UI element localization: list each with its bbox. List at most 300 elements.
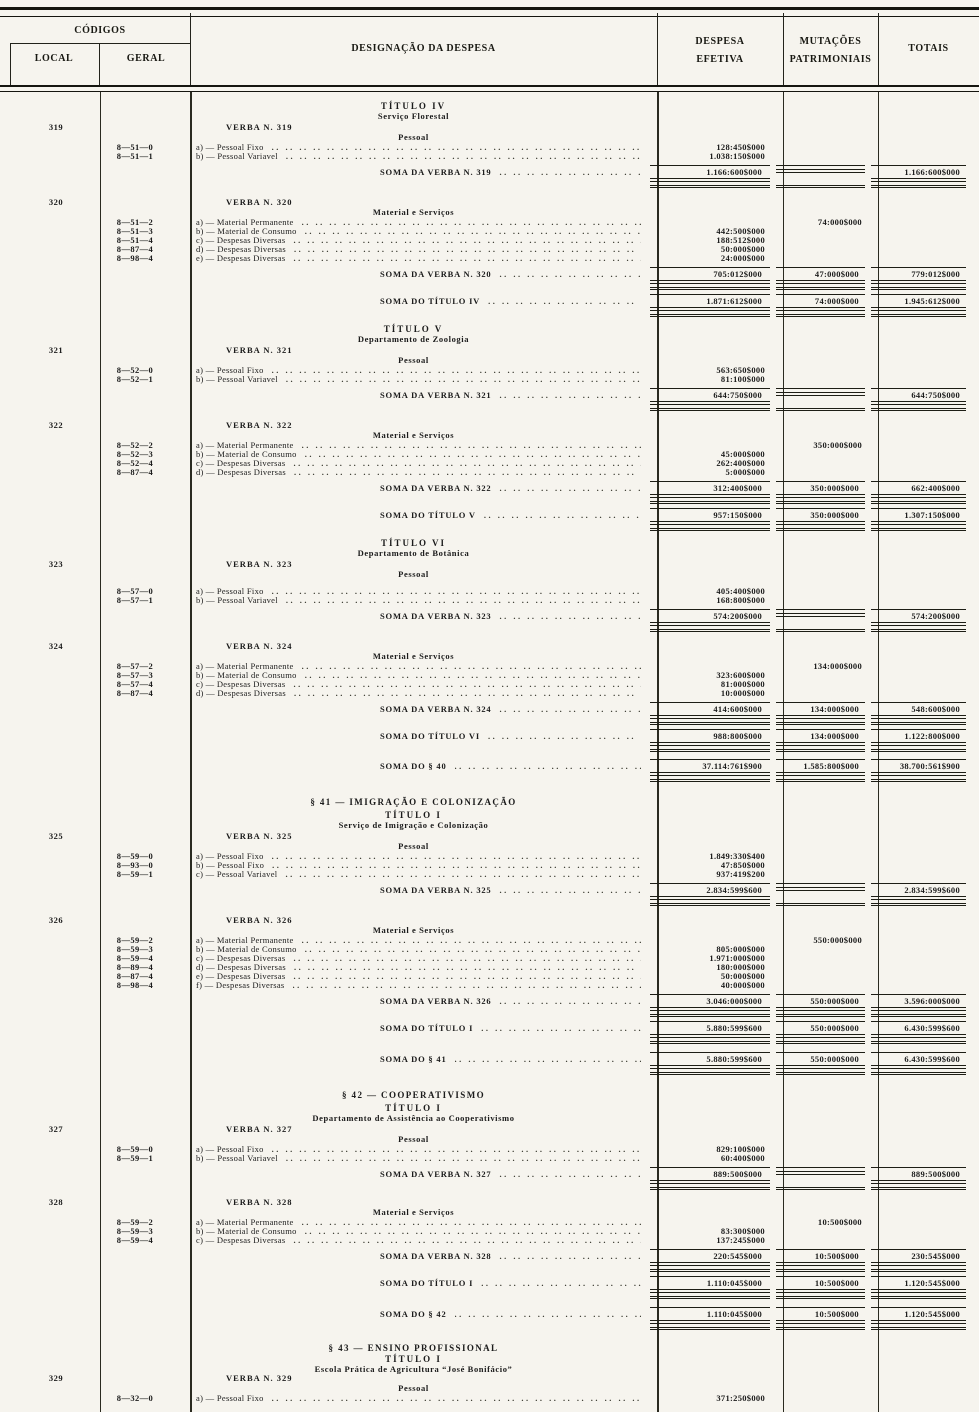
verba-label: VERBA N. 328 <box>226 1197 293 1207</box>
soma-row <box>0 267 979 284</box>
sum-label: SOMA DA VERBA N. 323 <box>380 611 492 621</box>
totais-amount: 662:400$000 <box>871 481 966 498</box>
group-subheading: Pessoal <box>398 355 429 365</box>
item-label: b) — Material de Consumo <box>196 226 297 236</box>
subhead-row <box>0 431 979 440</box>
totais-amount: 1.120:545$000 <box>871 1276 966 1293</box>
section-heading: § 43 — ENSINO PROFISSIONAL <box>328 1343 499 1353</box>
sum-rule <box>776 1041 865 1044</box>
mutacoes-amount <box>776 883 865 891</box>
item-label: b) — Material de Consumo <box>196 449 297 459</box>
table-row <box>0 1394 979 1403</box>
sum-closing-rules <box>0 1072 979 1075</box>
sum-rule <box>650 1041 770 1044</box>
item-label: a) — Material Permanente <box>196 1217 294 1227</box>
leader-dots <box>272 1394 641 1403</box>
sum-rule <box>776 1187 865 1190</box>
designation <box>180 123 647 132</box>
despesa-line2: EFETIVA <box>696 54 744 65</box>
sum-closing-rules <box>0 501 979 504</box>
designation <box>180 1249 647 1261</box>
sum-closing-rules <box>0 287 979 290</box>
geral-code: 8—51—4 <box>116 235 154 245</box>
sum-rule <box>650 629 770 632</box>
designation <box>180 596 647 605</box>
designation <box>180 1104 647 1123</box>
designation <box>180 1198 647 1207</box>
sum-rule <box>871 1072 966 1075</box>
leader-dots <box>302 1218 641 1227</box>
despesa-amount: 805:000$000 <box>716 944 765 954</box>
totais-amount: 6.430:599$600 <box>871 1021 966 1038</box>
item-label: d) — Despesas Diversas <box>196 962 286 972</box>
sum-rule <box>650 1269 770 1272</box>
soma-row <box>0 759 979 776</box>
despesa-amount: 10:000$000 <box>720 688 765 698</box>
soma-row <box>0 1167 979 1184</box>
designation <box>180 689 647 698</box>
sum-rule <box>871 1296 966 1299</box>
despesa-amount: 442:500$000 <box>716 226 765 236</box>
leader-dots <box>499 702 641 714</box>
sum-rule <box>871 629 966 632</box>
designation <box>180 1374 647 1383</box>
leader-dots <box>302 936 641 945</box>
local-code: 320 <box>48 197 64 207</box>
leader-dots <box>293 972 641 981</box>
title-text: TÍTULO V <box>383 324 444 334</box>
leader-dots <box>272 366 641 375</box>
despesa-amount: 574:200$000 <box>650 609 770 626</box>
designation <box>180 560 647 569</box>
sum-rule <box>776 629 865 632</box>
leader-dots <box>293 459 641 468</box>
item-label: a) — Material Permanente <box>196 661 294 671</box>
mutacoes-amount: 134:000$000 <box>813 661 862 671</box>
soma-row <box>0 165 979 182</box>
leader-dots <box>305 450 641 459</box>
despesa-amount: 937:419$200 <box>716 869 765 879</box>
designation <box>180 916 647 925</box>
leader-dots <box>499 883 641 895</box>
sum-label: SOMA DO TÍTULO IV <box>380 296 481 306</box>
sum-rule <box>871 903 966 906</box>
leader-dots <box>305 1227 641 1236</box>
designation <box>180 842 647 851</box>
geral-code: 8—57—4 <box>116 679 154 689</box>
designation <box>180 356 647 365</box>
local-code: 327 <box>48 1124 64 1134</box>
section-row <box>0 1343 979 1353</box>
subhead-row <box>0 570 979 579</box>
despesa-amount: 83:300$000 <box>720 1226 765 1236</box>
table-row <box>0 870 979 879</box>
header-bottom-rule <box>0 85 979 92</box>
despesa-amount: 705:012$000 <box>650 267 770 284</box>
geral-code: 8—52—3 <box>116 449 154 459</box>
totais-amount: 3.596:000$000 <box>871 994 966 1011</box>
sum-rule <box>650 528 770 531</box>
title-text: Departamento de Botânica <box>357 547 470 558</box>
verba-row <box>0 916 979 925</box>
leader-dots <box>499 165 641 177</box>
item-label: c) — Despesas Diversas <box>196 679 286 689</box>
item-label: a) — Pessoal Fixo <box>196 142 264 152</box>
title-row <box>0 325 979 344</box>
local-code: 322 <box>48 420 64 430</box>
designation <box>180 1343 647 1353</box>
despesa-amount: 128:450$000 <box>716 142 765 152</box>
sum-closing-rules <box>0 722 979 725</box>
leader-dots <box>499 267 641 279</box>
item-label: a) — Pessoal Fixo <box>196 586 264 596</box>
title-row <box>0 811 979 830</box>
sum-rule <box>650 749 770 752</box>
verba-row <box>0 1198 979 1207</box>
despesa-amount: 60:400$000 <box>720 1153 765 1163</box>
despesa-amount: 414:600$000 <box>650 702 770 719</box>
designation <box>180 325 647 344</box>
sum-label: SOMA DA VERBA N. 321 <box>380 390 492 400</box>
title-text: Departamento de Assistência ao Cooperativismo <box>312 1112 515 1123</box>
designation <box>180 1307 647 1319</box>
table-header <box>0 13 979 85</box>
table-row <box>0 1236 979 1245</box>
leader-dots <box>294 963 641 972</box>
header-divider-designacao-despesa <box>657 13 658 85</box>
sum-rule <box>650 314 770 317</box>
leader-dots <box>272 143 641 152</box>
sum-label: SOMA DA VERBA N. 320 <box>380 269 492 279</box>
soma-row <box>0 609 979 626</box>
leader-dots <box>302 218 641 227</box>
designation <box>180 165 647 177</box>
leader-dots <box>294 689 641 698</box>
table-row <box>0 981 979 990</box>
mutacoes-amount: 550:000$000 <box>776 994 865 1011</box>
leader-dots <box>499 1249 641 1261</box>
sum-closing-rules <box>0 1327 979 1330</box>
table-row <box>0 468 979 477</box>
despesa-amount: 371:250$000 <box>716 1393 765 1403</box>
leader-dots <box>302 662 641 671</box>
sum-rule <box>776 779 865 782</box>
geral-code: 8—87—4 <box>116 467 154 477</box>
geral-code: 8—52—1 <box>116 374 154 384</box>
designation <box>180 702 647 714</box>
sum-rule <box>776 1296 865 1299</box>
geral-code: 8—51—2 <box>116 217 154 227</box>
local-code: 319 <box>48 122 64 132</box>
mutacoes-amount: 350:000$000 <box>813 440 862 450</box>
sum-label: SOMA DO § 41 <box>380 1054 447 1064</box>
despesa-amount: 188:512$000 <box>716 235 765 245</box>
soma-row <box>0 481 979 498</box>
designation <box>180 1167 647 1179</box>
sum-rule <box>776 287 865 290</box>
local-code: 325 <box>48 831 64 841</box>
sum-label: SOMA DA VERBA N. 328 <box>380 1251 492 1261</box>
geral-code: 8—52—4 <box>116 458 154 468</box>
leader-dots <box>293 954 641 963</box>
designation <box>180 1125 647 1134</box>
verba-row <box>0 123 979 132</box>
designation <box>180 1384 647 1393</box>
leader-dots <box>499 994 641 1006</box>
geral-code: 8—93—0 <box>116 860 154 870</box>
column-header-local: LOCAL <box>34 53 74 64</box>
designation <box>180 1135 647 1144</box>
leader-dots <box>293 981 641 990</box>
sum-rule <box>650 903 770 906</box>
sum-rule <box>650 501 770 504</box>
group-subheading: Material e Serviços <box>372 207 455 217</box>
verba-row <box>0 1125 979 1134</box>
sum-label: SOMA DA VERBA N. 327 <box>380 1169 492 1179</box>
designation <box>180 652 647 661</box>
column-header-totais: TOTAIS <box>908 43 949 54</box>
group-subheading: Pessoal <box>398 841 429 851</box>
verba-label: VERBA N. 324 <box>226 641 293 651</box>
title-row <box>0 539 979 558</box>
mutacoes-amount: 350:000$000 <box>776 508 865 525</box>
table-row <box>0 689 979 698</box>
despesa-amount: 40:000$000 <box>720 980 765 990</box>
designation <box>180 1090 647 1100</box>
despesa-amount: 312:400$000 <box>650 481 770 498</box>
mutacoes-amount: 10:500$000 <box>776 1276 865 1293</box>
sum-closing-rules <box>0 1187 979 1190</box>
totais-amount: 6.430:599$600 <box>871 1052 966 1069</box>
sum-closing-rules <box>0 903 979 906</box>
table-body <box>0 92 979 1403</box>
sum-rule <box>871 1327 966 1330</box>
leader-dots <box>455 1307 641 1319</box>
despesa-amount: 220:545$000 <box>650 1249 770 1266</box>
title-text: TÍTULO I <box>385 810 442 820</box>
item-label: d) — Despesas Diversas <box>196 244 286 254</box>
sum-rule <box>650 185 770 188</box>
mutacoes-amount: 10:500$000 <box>776 1249 865 1266</box>
sum-rule <box>871 408 966 411</box>
designation <box>180 388 647 400</box>
sum-label: SOMA DA VERBA N. 322 <box>380 483 492 493</box>
sum-rule <box>776 185 865 188</box>
designation <box>180 294 647 306</box>
designation <box>180 102 647 121</box>
title-text: TÍTULO VI <box>380 538 447 548</box>
geral-code: 8—59—4 <box>116 953 154 963</box>
leader-dots <box>293 236 641 245</box>
group-subheading: Material e Serviços <box>372 1207 455 1217</box>
subhead-row <box>0 356 979 365</box>
mutacoes-amount: 1.585:800$000 <box>776 759 865 776</box>
group-subheading: Pessoal <box>398 569 429 579</box>
sum-closing-rules <box>0 1269 979 1272</box>
despesa-amount: 563:650$000 <box>716 365 765 375</box>
item-label: a) — Material Permanente <box>196 935 294 945</box>
sum-closing-rules <box>0 1296 979 1299</box>
sum-rule <box>776 501 865 504</box>
local-code: 328 <box>48 1197 64 1207</box>
leader-dots <box>499 609 641 621</box>
mutacoes-line2: PATRIMONIAIS <box>789 54 872 65</box>
leader-dots <box>286 1154 641 1163</box>
leader-dots <box>305 671 641 680</box>
sum-rule <box>650 1187 770 1190</box>
verba-row <box>0 560 979 569</box>
sum-label: SOMA DO TÍTULO VI <box>380 731 480 741</box>
item-label: b) — Material de Consumo <box>196 670 297 680</box>
sum-rule <box>650 1072 770 1075</box>
item-label: b) — Pessoal Variavel <box>196 374 278 384</box>
leader-dots <box>499 1167 641 1179</box>
sum-closing-rules <box>0 314 979 317</box>
sum-rule <box>871 1014 966 1017</box>
geral-code: 8—87—4 <box>116 688 154 698</box>
designation <box>180 539 647 558</box>
leader-dots <box>305 227 641 236</box>
designation <box>180 883 647 895</box>
soma-row <box>0 702 979 719</box>
leader-dots <box>286 596 641 605</box>
verba-row <box>0 832 979 841</box>
leader-dots <box>293 1236 641 1245</box>
geral-code: 8—59—4 <box>116 1235 154 1245</box>
item-label: c) — Pessoal Variavel <box>196 869 278 879</box>
column-header-despesa-efetiva <box>657 33 783 69</box>
designation <box>180 994 647 1006</box>
geral-code: 8—59—0 <box>116 1144 154 1154</box>
item-label: a) — Material Permanente <box>196 217 294 227</box>
verba-label: VERBA N. 326 <box>226 915 293 925</box>
despesa-amount: 323:600$000 <box>716 670 765 680</box>
sum-rule <box>650 287 770 290</box>
sum-rule <box>871 528 966 531</box>
sum-rule <box>650 1014 770 1017</box>
sum-rule <box>650 1327 770 1330</box>
designation <box>180 468 647 477</box>
geral-code: 8—57—0 <box>116 586 154 596</box>
leader-dots <box>488 294 641 306</box>
sum-rule <box>650 408 770 411</box>
subhead-row <box>0 208 979 217</box>
item-label: c) — Despesas Diversas <box>196 1235 286 1245</box>
despesa-amount: 829:100$000 <box>716 1144 765 1154</box>
sum-closing-rules <box>0 528 979 531</box>
mutacoes-amount <box>776 165 865 173</box>
item-label: b) — Pessoal Fixo <box>196 860 265 870</box>
despesa-amount: 1.110:045$000 <box>650 1307 770 1324</box>
despesa-amount: 5.880:599$600 <box>650 1052 770 1069</box>
title-text: TÍTULO I <box>385 1354 442 1364</box>
item-label: e) — Despesas Diversas <box>196 253 286 263</box>
leader-dots <box>294 468 641 477</box>
designation <box>180 811 647 830</box>
table-row <box>0 1154 979 1163</box>
header-divider-despesa-mutacoes <box>783 13 784 85</box>
designation <box>180 870 647 879</box>
despesa-amount: 37.114:761$900 <box>650 759 770 776</box>
sum-closing-rules <box>0 185 979 188</box>
despesa-line1: DESPESA <box>695 36 745 47</box>
sum-closing-rules <box>0 779 979 782</box>
totais-amount: 230:545$000 <box>871 1249 966 1266</box>
despesa-amount: 50:000$000 <box>720 971 765 981</box>
mutacoes-amount: 47:000$000 <box>776 267 865 284</box>
despesa-amount: 180:000$000 <box>716 962 765 972</box>
geral-code: 8—59—2 <box>116 1217 154 1227</box>
column-header-geral: GERAL <box>126 53 166 64</box>
despesa-amount: 45:000$000 <box>720 449 765 459</box>
group-subheading: Pessoal <box>398 1134 429 1144</box>
soma-row <box>0 1249 979 1266</box>
totais-amount: 548:600$000 <box>871 702 966 719</box>
designation <box>180 1236 647 1245</box>
designation <box>180 1208 647 1217</box>
totais-amount: 644:750$000 <box>871 388 966 405</box>
sum-rule <box>776 903 865 906</box>
sum-rule <box>871 1269 966 1272</box>
verba-row <box>0 1374 979 1383</box>
designation <box>180 797 647 807</box>
geral-code: 8—57—1 <box>116 595 154 605</box>
designation <box>180 832 647 841</box>
leader-dots <box>302 441 641 450</box>
leader-dots <box>272 861 641 870</box>
soma-row <box>0 1052 979 1069</box>
designation <box>180 1276 647 1288</box>
item-label: c) — Despesas Diversas <box>196 235 286 245</box>
local-code: 326 <box>48 915 64 925</box>
despesa-amount: 405:400$000 <box>716 586 765 596</box>
header-divider-local-geral <box>99 43 100 85</box>
soma-row <box>0 883 979 900</box>
totais-amount: 1.307:150$000 <box>871 508 966 525</box>
column-header-designacao: DESIGNAÇÃO DA DESPESA <box>351 43 496 54</box>
leader-dots <box>488 729 641 741</box>
mutacoes-line1: MUTAÇÕES <box>799 36 862 47</box>
mutacoes-amount: 10:500$000 <box>776 1307 865 1324</box>
title-text: TÍTULO IV <box>380 101 447 111</box>
totais-amount: 1.122:800$000 <box>871 729 966 746</box>
title-text: TÍTULO I <box>385 1103 442 1113</box>
geral-code: 8—59—3 <box>116 944 154 954</box>
section-heading: § 42 — COOPERATIVISMO <box>342 1090 485 1100</box>
title-text: Serviço de Imigração e Colonização <box>338 819 489 830</box>
despesa-amount: 1.038:150$000 <box>709 151 765 161</box>
sum-closing-rules <box>0 1014 979 1017</box>
despesa-amount: 47:850$000 <box>720 860 765 870</box>
sum-rule <box>871 1041 966 1044</box>
sum-rule <box>650 779 770 782</box>
designation <box>180 198 647 207</box>
soma-row <box>0 1276 979 1293</box>
item-label: a) — Material Permanente <box>196 440 294 450</box>
totais-amount: 2.834:599$600 <box>871 883 966 900</box>
table-row <box>0 152 979 161</box>
soma-row <box>0 508 979 525</box>
sum-label: SOMA DA VERBA N. 319 <box>380 167 492 177</box>
totais-amount: 889:500$000 <box>871 1167 966 1184</box>
item-label: a) — Pessoal Fixo <box>196 1393 264 1403</box>
mutacoes-amount: 134:000$000 <box>776 729 865 746</box>
designation <box>180 1394 647 1403</box>
item-label: a) — Pessoal Fixo <box>196 365 264 375</box>
designation <box>180 152 647 161</box>
sum-closing-rules <box>0 749 979 752</box>
geral-code: 8—52—0 <box>116 365 154 375</box>
